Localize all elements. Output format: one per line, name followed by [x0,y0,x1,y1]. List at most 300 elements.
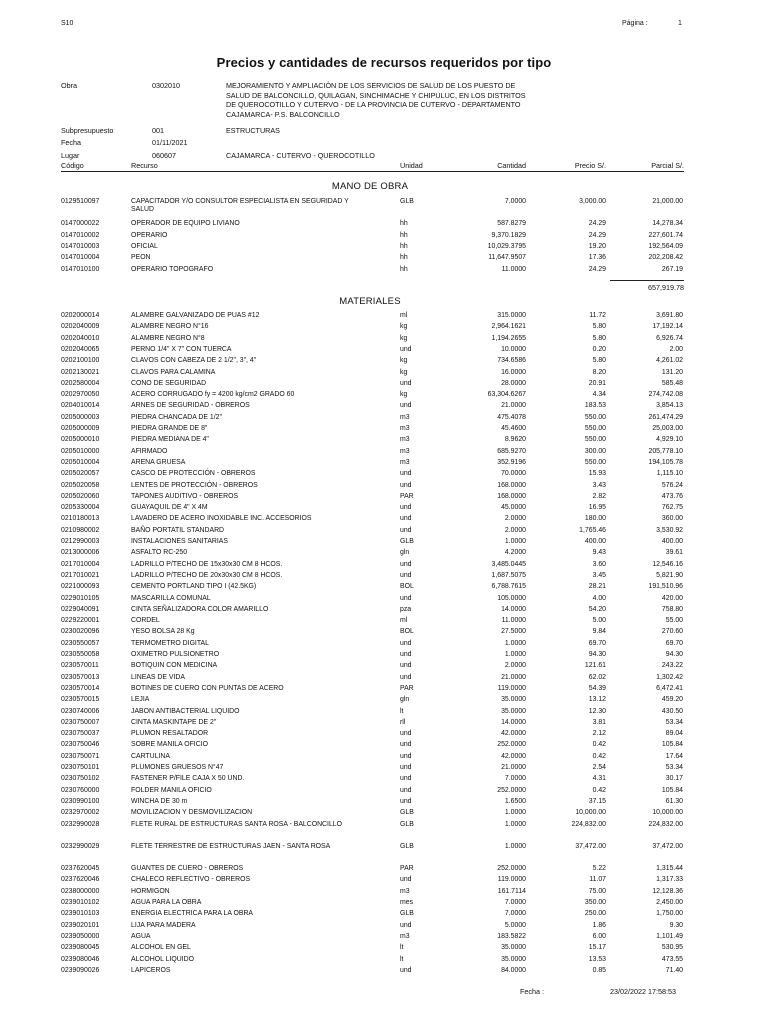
resource-price: 180.00 [584,515,606,523]
resource-code: 0129510097 [61,198,100,205]
resource-unit: und [400,560,412,568]
resource-price: 0.42 [592,786,606,794]
resource-quantity: 352.9196 [497,458,526,466]
resource-code: 0217010004 [61,560,100,568]
resource-code: 0202040065 [61,345,100,353]
resource-partial: 69.70 [665,639,683,647]
resource-name: CORDEL [131,617,160,625]
resource-quantity: 252.0000 [497,741,526,749]
resource-name: CINTA MASKINTAPE DE 2" [131,718,217,726]
resource-code: 0239010102 [61,899,100,906]
resource-price: 75.00 [588,887,606,895]
resource-code: 0230740006 [61,707,100,715]
resource-name: ALCOHOL EN GEL [131,944,191,952]
resource-unit: und [400,639,412,647]
resource-quantity: 45.0000 [501,504,526,512]
resource-code: 0230570015 [61,696,100,704]
resource-partial: 243.22 [661,662,683,670]
resource-price: 13.12 [588,696,606,704]
resource-quantity: 1.0000 [504,809,526,817]
resource-code: 0147010002 [61,231,100,239]
resource-name: OPERARIO TOPOGRAFO [131,265,214,273]
resource-price: 0.42 [592,752,606,760]
resource-partial: 576.24 [661,481,683,489]
resource-code: 0230750102 [61,775,100,783]
resource-price: 28.21 [588,583,606,591]
resource-unit: m3 [400,436,410,444]
resource-price: 12.30 [588,707,606,715]
resource-name: ALCOHOL LIQUIDO [131,955,194,963]
resource-quantity: 5.0000 [504,921,526,929]
resource-code: 0232990028 [61,820,100,828]
resource-name: CHALECO REFLECTIVO - OBREROS [131,876,251,884]
resource-name: PLUMONES GRUESOS N°47 [131,764,224,771]
resource-partial: 758.80 [661,605,683,613]
resource-unit: und [400,764,412,771]
resource-quantity: 2.0000 [504,526,526,534]
resource-unit: und [400,786,412,794]
resource-code: 0202100100 [61,357,100,365]
resource-partial: 6,472.41 [656,684,683,692]
resource-price: 1,765.46 [579,526,606,534]
resource-name: CLAVOS CON CABEZA DE 2 1/2", 3", 4" [131,357,257,365]
resource-unit: PAR [400,684,414,692]
resource-partial: 6,926.74 [656,334,683,342]
resource-unit: und [400,741,412,749]
resource-code: 0230750071 [61,752,100,760]
resource-partial: 205,778.10 [648,447,683,455]
resource-partial: 12,546.16 [652,560,683,568]
resource-price: 5.80 [592,357,606,365]
resource-quantity: 11.0000 [501,265,526,273]
resource-unit: und [400,730,412,738]
resource-code: 0229220001 [61,617,100,625]
resource-price: 16.95 [588,504,606,512]
resource-price: 3.43 [592,481,606,489]
resource-name: BOTIQUIN CON MEDICINA [131,662,218,670]
resource-name: WINCHA DE 30 m [131,797,188,805]
resource-code: 0212990003 [61,538,100,545]
resource-partial: 2.00 [669,345,683,353]
resource-name: LAPICEROS [131,966,171,974]
resource-partial: 1,115.10 [656,470,683,478]
resource-quantity: 475.4078 [497,413,526,421]
resource-code: 0230750007 [61,718,100,726]
resource-name: CLAVOS PARA CALAMINA [131,368,216,376]
resource-quantity: 2.0000 [504,662,526,670]
resource-code: 0202970050 [61,391,100,399]
resource-name: CASCO DE PROTECCIÓN - OBREROS [131,470,256,478]
resource-name: AFIRMADO [131,447,168,455]
resource-price: 2.82 [592,492,606,500]
resource-code: 0230750037 [61,730,100,738]
resource-partial: 274,742.08 [648,391,683,399]
column-header-recurso: Recurso [131,161,158,170]
resource-quantity: 1.6500 [504,797,526,805]
resource-unit: m3 [400,932,410,940]
resource-code: 0239010103 [61,910,100,918]
resource-partial: 3,530.92 [656,526,683,534]
resource-unit: hh [400,242,408,250]
resource-quantity: 161.7114 [497,887,526,895]
resource-partial: 1,317.33 [656,876,683,884]
footer-timestamp: 23/02/2022 17:58:53 [610,987,676,996]
resource-code: 0147010004 [61,254,100,262]
resource-unit: m3 [400,447,410,455]
resource-code: 0239080046 [61,955,100,963]
resource-name: CINTA SEÑALIZADORA COLOR AMARILLO [131,605,269,613]
resource-price: 37,472.00 [575,842,606,850]
resource-price: 19.20 [588,242,606,250]
resource-unit: und [400,673,412,681]
resource-name: YESO BOLSA 28 Kg [131,628,195,636]
resource-name: PLUMON RESALTADOR [131,730,209,738]
resource-code: 0147010100 [61,265,100,273]
resource-partial: 39.61 [665,549,683,557]
resource-partial: 94.30 [665,651,683,658]
resource-code: 0205000009 [61,425,100,432]
resource-partial: 267.19 [661,265,683,273]
fecha-value: 01/11/2021 [152,138,188,147]
resource-quantity: 16.0000 [501,368,526,376]
resource-name: PEON [131,254,151,262]
resource-partial: 1,750.00 [656,910,683,918]
resource-name: LENTES DE PROTECCIÓN - OBREROS [131,481,258,489]
resource-quantity: 14.0000 [501,605,526,613]
resource-unit: und [400,662,412,670]
resource-price: 5.00 [592,617,606,625]
resource-unit: m3 [400,413,410,421]
resource-unit: und [400,966,412,974]
resource-price: 3.60 [592,560,606,568]
resource-name: GUAYAQUIL DE 4" X 4M [131,504,208,512]
obra-label: Obra [61,81,77,90]
resource-unit: pza [400,605,412,613]
obra-line: DE QUEROCOTILLO Y CUTERVO - DE LA PROVINCIA DE CUTERVO - DEPARTAMENTO [226,100,521,110]
resource-code: 0229010105 [61,594,100,602]
resource-partial: 5,821.90 [656,571,683,579]
resource-name: ALAMBRE NEGRO N°16 [131,323,209,331]
resource-unit: und [400,775,412,783]
resource-price: 550.00 [584,425,606,432]
resource-name: LIJA PARA MADERA [131,921,196,929]
resource-unit: GLB [400,842,414,850]
resource-price: 300.00 [584,447,606,455]
resource-quantity: 35.0000 [501,944,526,952]
resource-name: ARNES DE SEGURIDAD - OBREROS [131,402,250,410]
resource-unit: PAR [400,492,414,500]
resource-quantity: 7.0000 [504,899,526,906]
resource-price: 20.91 [588,379,606,387]
resource-unit: ml [400,312,408,319]
resource-unit: mes [400,899,414,906]
resource-partial: 53.34 [665,718,683,726]
resource-unit: ml [400,617,408,625]
resource-price: 4.31 [592,775,606,783]
resource-code: 0230570011 [61,662,99,670]
resource-quantity: 105.0000 [497,594,526,602]
resource-name: TERMOMETRO DIGITAL [131,639,209,647]
page-title: Precios y cantidades de recursos requeridos por tipo [216,55,552,70]
resource-unit: und [400,876,412,884]
resource-quantity: 4.2000 [504,549,526,557]
resource-quantity: 63,304.6267 [487,391,526,399]
resource-code: 0202040010 [61,334,100,342]
resource-price: 400.00 [584,538,606,545]
resource-partial: 360.00 [661,515,683,523]
resource-quantity: 8.9620 [504,436,526,444]
resource-name: ASFALTO RC-250 [131,549,188,557]
resource-unit: und [400,752,412,760]
resource-name: OPERADOR DE EQUIPO LIVIANO [131,220,240,228]
resource-unit: kg [400,357,408,365]
resource-partial: 10,000.00 [652,809,683,817]
resource-quantity: 35.0000 [501,707,526,715]
resource-code: 0204010014 [61,402,100,410]
resource-code: 0230550058 [61,651,100,658]
resource-price: 3,000.00 [579,198,606,205]
resource-price: 13.53 [588,955,606,963]
section-title-materiales: MATERIALES [339,296,401,307]
resource-quantity: 21.0000 [501,402,526,410]
resource-quantity: 252.0000 [497,865,526,873]
page-number: 1 [678,20,682,27]
resource-price: 5.80 [592,334,606,342]
resource-price: 550.00 [584,458,606,466]
resource-price: 224,832.00 [571,820,606,828]
resource-unit: kg [400,391,408,399]
resource-unit: GLB [400,809,414,817]
resource-name: PERNO 1/4" X 7" CON TUERCA [131,345,232,353]
resource-code: 0205020058 [61,481,100,489]
resource-partial: 270.60 [661,628,683,636]
resource-quantity: 11,647.9507 [488,254,526,262]
resource-unit: kg [400,368,408,376]
resource-code: 0202130021 [61,368,100,376]
resource-quantity: 1.0000 [504,820,526,828]
resource-code: 0230570013 [61,673,100,681]
subpresupuesto-label: Subpresupuesto [61,126,114,135]
resource-quantity: 11.0000 [501,617,526,625]
resource-code: 0238000000 [61,887,100,895]
resource-price: 4.00 [592,594,606,602]
resource-unit: und [400,402,412,410]
resource-price: 350.00 [584,899,606,906]
column-header-parcial: Parcial S/. [651,161,684,170]
resource-name: ACERO CORRUGADO fy = 4200 kg/cm2 GRADO 60 [131,391,295,399]
resource-name: ALAMBRE NEGRO N°8 [131,334,205,342]
resource-code: 0230750046 [61,741,100,749]
resource-partial: 21,000.00 [652,198,683,205]
resource-name: BAÑO PORTATIL STANDARD [131,526,225,534]
resource-name: OPERARIO [131,231,168,239]
resource-unit: und [400,921,412,929]
resource-code: 0210980002 [61,526,100,534]
resource-name: PIEDRA MEDIANA DE 4" [131,436,209,444]
resource-code: 0237620046 [61,876,100,884]
resource-name: CONO DE SEGURIDAD [131,379,207,387]
resource-quantity: 315.0000 [497,312,526,319]
resource-quantity: 252.0000 [497,786,526,794]
resource-quantity: 35.0000 [501,696,526,704]
resource-code: 0230990100 [61,797,100,805]
resource-partial: 400.00 [661,538,683,545]
resource-partial: 105.84 [661,786,683,794]
resource-name: FOLDER MANILA OFICIO [131,786,212,794]
resource-code: 0202040009 [61,323,100,331]
resource-unit: BOL [400,583,414,591]
resource-quantity: 2,964.1621 [491,323,526,331]
resource-code: 0205010000 [61,447,100,455]
resource-price: 15.93 [588,470,606,478]
resource-unit: kg [400,323,408,331]
resource-name: AGUA [131,932,151,940]
resource-price: 11.07 [589,876,606,884]
resource-quantity: 9,370.1829 [491,231,526,239]
lugar-name: CAJAMARCA - CUTERVO - QUEROCOTILLO [226,151,375,160]
lugar-code: 060607 [152,151,176,160]
resource-quantity: 45.4600 [501,425,526,432]
resource-unit: und [400,651,412,658]
resource-price: 250.00 [584,910,606,918]
resource-code: 0210180013 [61,515,100,523]
resource-partial: 459.20 [661,696,683,704]
resource-partial: 4,261.02 [656,357,683,365]
resource-quantity: 168.0000 [497,492,526,500]
mano-de-obra-total: 657,919.78 [610,280,684,294]
resource-partial: 473.55 [661,955,683,963]
resource-unit: GLB [400,198,414,205]
resource-partial: 131.20 [661,368,683,376]
resource-name: ENERGIA ELECTRICA PARA LA OBRA [131,910,254,918]
resource-quantity: 7.0000 [504,198,526,205]
resource-code: 0205020060 [61,492,100,500]
resource-name: LINEAS DE VIDA [131,673,185,681]
resource-unit: gln [400,549,410,557]
resource-price: 121.61 [584,662,606,670]
resource-unit: kg [400,334,408,342]
footer-fecha-label: Fecha : [520,987,544,996]
resource-name: TAPONES AUDITIVO - OBREROS [131,492,239,500]
resource-partial: 4,929.10 [656,436,683,444]
resource-code: 0239050000 [61,932,100,940]
resource-quantity: 27.5000 [501,628,526,636]
resource-price: 54.20 [588,605,606,613]
resource-price: 3.45 [592,571,606,579]
resource-code: 0232990029 [61,842,100,850]
resource-price: 54.39 [588,684,606,692]
resource-code: 0230750101 [61,764,100,771]
resource-partial: 9.30 [669,921,683,929]
resource-unit: und [400,345,412,353]
resource-code: 0213000006 [61,549,100,557]
resource-partial: 61.30 [665,797,683,805]
resource-code: 0239090026 [61,966,100,974]
resource-unit: und [400,515,412,523]
header-divider [61,171,684,172]
resource-partial: 420.00 [661,594,683,602]
resource-name: JABON ANTIBACTERIAL LIQUIDO [131,707,240,715]
resource-name: PIEDRA CHANCADA DE 1/2" [131,413,222,421]
resource-unit: m3 [400,425,410,432]
resource-price: 15.17 [588,944,606,952]
resource-name: MASCARILLA COMUNAL [131,594,211,602]
resource-quantity: 7.0000 [504,775,526,783]
resource-code: 0217010021 [61,571,100,579]
resource-partial: 25,003.00 [652,425,683,432]
resource-unit: und [400,526,412,534]
resource-name: BOTINES DE CUERO CON PUNTAS DE ACERO [131,684,284,692]
resource-quantity: 14.0000 [501,718,526,726]
resource-quantity: 587.8279 [497,220,526,228]
resource-partial: 3,691.80 [656,312,683,319]
resource-partial: 17,192.14 [652,323,683,331]
resource-price: 24.29 [588,231,606,239]
resource-price: 183.53 [584,402,606,410]
resource-quantity: 1.0000 [504,538,526,545]
resource-unit: GLB [400,538,414,545]
resource-code: 0229040091 [61,605,100,613]
resource-name: HORMIGON [131,887,170,895]
resource-unit: BOL [400,628,414,636]
resource-unit: und [400,504,412,512]
resource-unit: m3 [400,887,410,895]
resource-price: 9.84 [592,628,606,636]
resource-name: INSTALACIONES SANITARIAS [131,538,228,545]
obra-line: CAJAMARCA- P.S. BALCONCILLO [226,109,340,119]
resource-name: CAPACITADOR Y/O CONSULTOR ESPECIALISTA EN SEGURIDAD Y SALUD [131,198,349,214]
resource-name: LAVADERO DE ACERO INOXIDABLE INC. ACCESORIOS [131,515,312,523]
resource-partial: 89.04 [665,730,683,738]
resource-price: 10,000.00 [575,809,606,817]
resource-code: 0230760000 [61,786,100,794]
resource-quantity: 119.0000 [497,684,526,692]
resource-unit: und [400,797,412,805]
resource-price: 0.20 [592,345,606,353]
resource-unit: und [400,571,412,579]
resource-code: 0205000003 [61,413,100,421]
resource-price: 5.22 [592,865,606,873]
resource-partial: 17.64 [665,752,683,760]
resource-unit: und [400,379,412,387]
resource-quantity: 183.5822 [497,932,526,940]
section-title-mano-de-obra: MANO DE OBRA [331,181,409,192]
resource-unit: hh [400,220,408,228]
subpresupuesto-code: 001 [152,126,164,135]
resource-unit: m3 [400,458,410,466]
resource-quantity: 1.0000 [504,842,526,850]
resource-price: 37.15 [588,797,606,805]
resource-unit: gln [400,696,410,704]
obra-line: SALUD DE BALCONCILLO, QUILAGAN, SINCHIMACHE Y CHIPULUC, EN LOS DISTRITOS [226,90,526,100]
resource-unit: rll [400,718,406,726]
resource-unit: und [400,470,412,478]
resource-name: CARTULINA [131,752,170,760]
resource-quantity: 42.0000 [501,730,526,738]
resource-quantity: 28.0000 [501,379,526,387]
resource-price: 17.36 [588,254,606,262]
resource-quantity: 1,687.5075 [491,571,526,579]
resource-quantity: 21.0000 [501,764,526,771]
resource-quantity: 21.0000 [501,673,526,681]
resource-code: 0202000014 [61,312,100,319]
resource-name: ARENA GRUESA [131,458,186,466]
resource-price: 11.72 [589,312,606,319]
resource-price: 69.70 [588,639,606,647]
report-code: S10 [61,20,74,27]
resource-partial: 192,564.09 [648,242,683,250]
resource-name: LADRILLO P/TECHO DE 20x30x30 CM 8 HCOS. [131,571,283,579]
